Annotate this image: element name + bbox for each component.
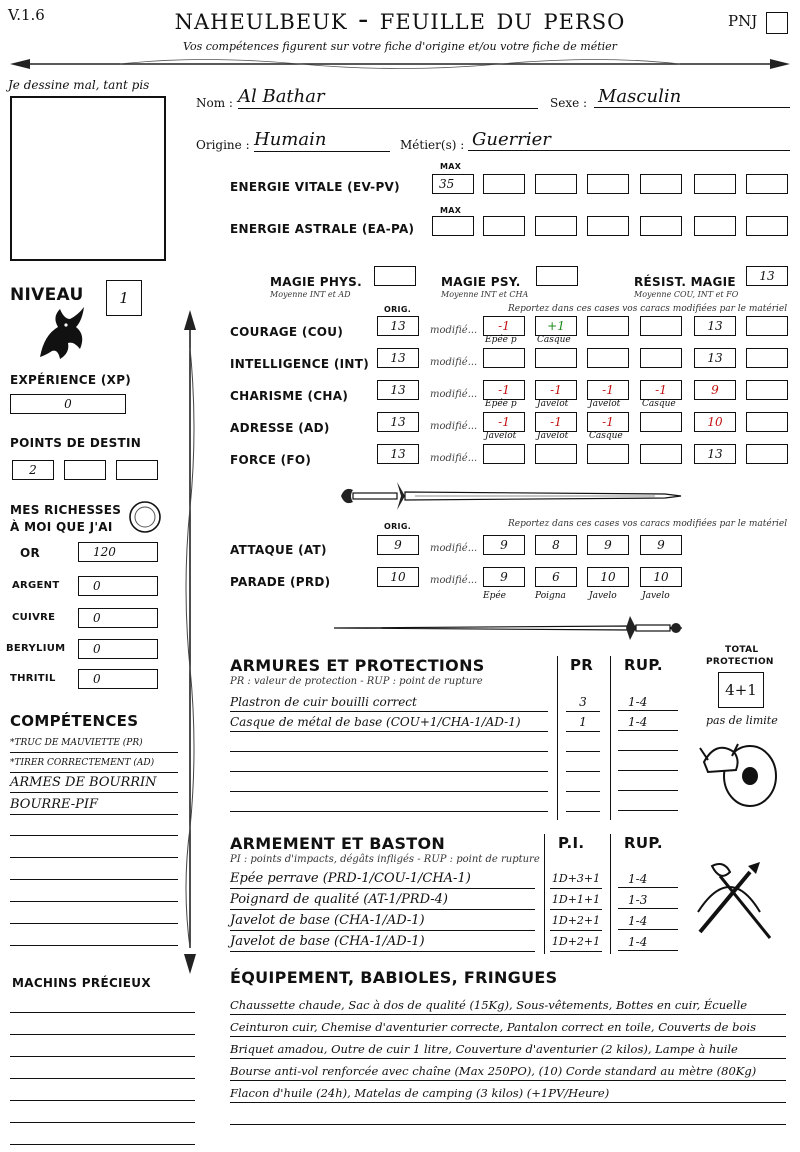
combat-mod-cell[interactable]: 6 <box>535 567 577 587</box>
armure-pr[interactable] <box>566 773 600 792</box>
stat-mod-cell[interactable] <box>640 316 682 336</box>
combat-mod-cell[interactable]: 9 <box>483 567 525 587</box>
competence-line-3[interactable]: ARMES DE BOURRIN <box>10 774 178 793</box>
stat-mod-note: Casque <box>642 399 676 409</box>
stat-mod-note: Javelot <box>589 399 621 409</box>
combat-label: ATTAQUE (AT) <box>230 543 327 557</box>
arme-pi[interactable]: 1D+3+1 <box>550 870 602 889</box>
stat-mod-note: Javelot <box>537 431 569 441</box>
stat-orig-value[interactable]: 13 <box>377 348 419 368</box>
machins-line-1[interactable] <box>10 1012 195 1013</box>
stat-label: CHARISME (CHA) <box>230 389 349 403</box>
armure-name[interactable]: Plastron de cuir bouilli correct <box>230 693 548 712</box>
combat-mod-cell[interactable]: 9 <box>587 535 629 555</box>
origine-field[interactable]: Humain <box>254 129 390 152</box>
armure-pr[interactable] <box>566 733 600 752</box>
stat-orig-value[interactable]: 13 <box>377 380 419 400</box>
ev-label: ENERGIE VITALE (EV-PV) <box>230 180 400 194</box>
metier-field[interactable]: Guerrier <box>468 129 790 151</box>
stat-mod-cell[interactable] <box>746 412 788 432</box>
stat-orig-value[interactable]: 13 <box>377 412 419 432</box>
armure-name[interactable] <box>230 753 548 772</box>
stat-mod-cell[interactable] <box>640 412 682 432</box>
armures-divider-1 <box>557 656 558 820</box>
weapons-icon <box>690 852 780 942</box>
modifie-label: modifié... <box>430 453 478 464</box>
arme-rup[interactable]: 1-4 <box>618 870 678 888</box>
weapon-note-4: Javelo <box>642 591 670 601</box>
armure-name[interactable] <box>230 773 548 792</box>
armure-rup[interactable] <box>618 773 678 791</box>
ev-cell-5[interactable] <box>694 174 736 194</box>
ev-cell-3[interactable] <box>587 174 629 194</box>
competence-line-6[interactable] <box>10 857 178 858</box>
richesses-label-1: MES RICHESSES <box>10 503 122 517</box>
machins-line-3[interactable] <box>10 1056 195 1057</box>
xp-label: EXPÉRIENCE (XP) <box>10 373 132 387</box>
stat-mod-cell[interactable] <box>746 316 788 336</box>
argent-value[interactable]: 0 <box>78 576 158 596</box>
competence-line-7[interactable] <box>10 879 178 880</box>
stat-mod-cell[interactable] <box>535 444 577 464</box>
stat-mod-cell[interactable] <box>746 348 788 368</box>
origine-label: Origine : <box>196 138 250 152</box>
stat-mod-note: Javelot <box>537 399 569 409</box>
magie-psy-value[interactable] <box>536 266 578 286</box>
richesses-label-2: À MOI QUE J'AI <box>10 520 113 534</box>
stat-mod-cell[interactable]: 13 <box>694 444 736 464</box>
stat-mod-cell[interactable]: -1 <box>640 380 682 400</box>
combat-orig-value[interactable]: 10 <box>377 567 419 587</box>
arme-rup[interactable]: 1-4 <box>618 912 678 930</box>
stat-mod-cell[interactable] <box>587 444 629 464</box>
competences-label: COMPÉTENCES <box>10 712 139 730</box>
sword-ornament-1 <box>335 478 685 514</box>
machins-line-5[interactable] <box>10 1100 195 1101</box>
magie-psy-label: MAGIE PSY. <box>441 275 521 289</box>
armement-divider-2 <box>610 834 611 954</box>
metier-label: Métier(s) : <box>400 138 465 152</box>
or-value[interactable]: 120 <box>78 542 158 562</box>
niveau-label: NIVEAU <box>10 285 84 305</box>
berylium-label: BERYLIUM <box>6 643 66 654</box>
machins-line-2[interactable] <box>10 1034 195 1035</box>
equipement-line[interactable] <box>230 1106 786 1125</box>
ea-cell-5[interactable] <box>694 216 736 236</box>
machins-line-4[interactable] <box>10 1078 195 1079</box>
armure-name[interactable] <box>230 733 548 752</box>
stat-mod-cell[interactable]: -1 <box>483 316 525 336</box>
sword-ornament-2 <box>330 612 690 644</box>
stat-mod-cell[interactable] <box>640 348 682 368</box>
sheet-subtitle: Vos compétences figurent sur votre fiche d'origine et/ou votre fiche de métier <box>183 40 617 53</box>
stat-mod-cell[interactable] <box>587 316 629 336</box>
armures-title: ARMURES ET PROTECTIONS <box>230 656 485 675</box>
cuivre-label: CUIVRE <box>12 612 56 623</box>
ev-cell-6[interactable] <box>746 174 788 194</box>
magie-psy-note: Moyenne INT et CHA <box>441 290 529 299</box>
armement-col-rup: RUP. <box>624 834 663 852</box>
total-protection-value[interactable]: 4+1 <box>718 672 764 708</box>
stat-mod-cell[interactable]: 13 <box>694 316 736 336</box>
combat-orig-value[interactable]: 9 <box>377 535 419 555</box>
destin-box-3[interactable] <box>116 460 158 480</box>
armures-col-pr: PR <box>570 656 594 674</box>
sheet-title: naheulbeuk - feuille du perso <box>174 2 626 37</box>
total-protection-label-2: PROTECTION <box>706 657 774 667</box>
modifie-label: modifié... <box>430 357 478 368</box>
equipement-line[interactable]: Chaussette chaude, Sac à dos de qualité (15Kg), Sous-vêtements, Bottes en cuir, Écuelle <box>230 996 786 1015</box>
equipement-line[interactable]: Ceinturon cuir, Chemise d'aventurier correcte, Pantalon correct en toile, Couverts de bois <box>230 1018 786 1037</box>
combat-mod-cell[interactable]: 9 <box>483 535 525 555</box>
competence-line-4[interactable]: BOURRE-PIF <box>10 796 178 815</box>
armement-note: PI : points d'impacts, dégâts infligés - RUP : point de rupture <box>230 854 540 865</box>
pas-de-limite-note: pas de limite <box>706 714 778 727</box>
armure-name[interactable] <box>230 793 548 812</box>
modifie-label: modifié... <box>430 575 478 586</box>
header-spear-ornament <box>0 55 800 73</box>
stat-mod-note: Epée p <box>485 399 517 409</box>
combat-label: PARADE (PRD) <box>230 575 331 589</box>
ev-cell-4[interactable] <box>640 174 682 194</box>
arme-name[interactable]: Poignard de qualité (AT-1/PRD-4) <box>230 891 535 910</box>
armure-pr[interactable]: 3 <box>566 693 600 712</box>
armure-rup[interactable] <box>618 793 678 811</box>
competence-line-8[interactable] <box>10 901 178 902</box>
destin-box-1[interactable]: 2 <box>12 460 54 480</box>
portrait-frame[interactable] <box>10 96 166 261</box>
stat-mod-cell[interactable]: -1 <box>535 380 577 400</box>
stat-mod-note: Casque <box>589 431 623 441</box>
ea-max-value[interactable] <box>432 216 474 236</box>
stat-label: ADRESSE (AD) <box>230 421 330 435</box>
sexe-label: Sexe : <box>550 96 588 110</box>
armures-divider-2 <box>610 656 611 820</box>
stat-mod-cell[interactable] <box>483 444 525 464</box>
modifie-label: modifié... <box>430 325 478 336</box>
niveau-value[interactable]: 1 <box>106 280 142 316</box>
ea-cell-2[interactable] <box>535 216 577 236</box>
dragon-icon <box>30 305 90 363</box>
ev-cell-2[interactable] <box>535 174 577 194</box>
stat-label: COURAGE (COU) <box>230 325 344 339</box>
combat-mod-cell[interactable]: 9 <box>640 535 682 555</box>
total-protection-label-1: TOTAL <box>725 645 759 655</box>
armures-col-rup: RUP. <box>624 656 663 674</box>
argent-label: ARGENT <box>12 580 60 591</box>
stat-mod-cell[interactable] <box>483 348 525 368</box>
stat-label: FORCE (FO) <box>230 453 312 467</box>
version-label: V.1.6 <box>8 6 45 24</box>
stats-note: Reportez dans ces cases vos caracs modifiées par le matériel <box>508 304 788 314</box>
modifie-label: modifié... <box>430 389 478 400</box>
machins-label: MACHINS PRÉCIEUX <box>12 976 151 990</box>
or-label: OR <box>20 546 41 560</box>
competence-line-5[interactable] <box>10 835 178 836</box>
sexe-field[interactable]: Masculin <box>594 86 790 108</box>
stat-mod-note: Javelot <box>485 431 517 441</box>
armure-pr[interactable] <box>566 793 600 812</box>
ev-max-value[interactable]: 35 <box>432 174 474 194</box>
magie-phys-value[interactable] <box>374 266 416 286</box>
stat-mod-cell[interactable]: -1 <box>587 412 629 432</box>
combat-note: Reportez dans ces cases vos caracs modifiées par le matériel <box>508 519 788 529</box>
combat-orig-label: ORIG. <box>384 522 412 531</box>
stat-orig-value[interactable]: 13 <box>377 444 419 464</box>
nom-field[interactable]: Al Bathar <box>238 86 538 109</box>
stat-mod-cell[interactable]: 9 <box>694 380 736 400</box>
armure-rup[interactable] <box>618 733 678 751</box>
competence-line-10[interactable] <box>10 945 178 946</box>
competence-line-2[interactable]: *TIRER CORRECTEMENT (AD) <box>10 754 178 773</box>
berylium-value[interactable]: 0 <box>78 639 158 659</box>
machins-line-6[interactable] <box>10 1122 195 1123</box>
ea-max-label: MAX <box>440 206 462 215</box>
competence-line-1[interactable]: *TRUC DE MAUVIETTE (PR) <box>10 734 178 753</box>
armure-rup[interactable] <box>618 753 678 771</box>
armure-name[interactable]: Casque de métal de base (COU+1/CHA-1/AD-1) <box>230 713 548 732</box>
destin-label: POINTS DE DESTIN <box>10 436 142 450</box>
stat-mod-cell[interactable]: +1 <box>535 316 577 336</box>
ev-cell-1[interactable] <box>483 174 525 194</box>
resist-magie-value[interactable]: 13 <box>746 266 788 286</box>
stat-orig-value[interactable]: 13 <box>377 316 419 336</box>
armures-note: PR : valeur de protection - RUP : point de rupture <box>230 676 483 687</box>
weapon-note-2: Poigna <box>535 591 566 601</box>
equipement-line[interactable]: Briquet amadou, Outre de cuir 1 litre, Couverture d'aventurier (2 kilos), Lampe à huile <box>230 1040 786 1059</box>
arme-rup[interactable]: 1-3 <box>618 891 678 909</box>
arme-name[interactable]: Epée perrave (PRD-1/COU-1/CHA-1) <box>230 870 535 889</box>
competence-line-9[interactable] <box>10 923 178 924</box>
arme-name[interactable]: Javelot de base (CHA-1/AD-1) <box>230 933 535 952</box>
modifie-label: modifié... <box>430 421 478 432</box>
armure-rup[interactable]: 1-4 <box>618 693 678 711</box>
stat-mod-note: Casque <box>537 335 571 345</box>
ea-cell-6[interactable] <box>746 216 788 236</box>
stat-mod-cell[interactable] <box>746 380 788 400</box>
armure-rup[interactable]: 1-4 <box>618 713 678 731</box>
machins-line-7[interactable] <box>10 1144 195 1145</box>
modifie-label: modifié... <box>430 543 478 554</box>
resist-magie-note: Moyenne COU, INT et FO <box>634 290 739 299</box>
magie-phys-label: MAGIE PHYS. <box>270 275 362 289</box>
thritil-label: THRITIL <box>10 673 56 684</box>
cuivre-value[interactable]: 0 <box>78 608 158 628</box>
combat-mod-cell[interactable]: 10 <box>587 567 629 587</box>
ea-cell-4[interactable] <box>640 216 682 236</box>
equipement-title: ÉQUIPEMENT, BABIOLES, FRINGUES <box>230 968 558 987</box>
ea-cell-3[interactable] <box>587 216 629 236</box>
pnj-label: PNJ <box>728 12 758 30</box>
weapon-note-1: Epée <box>483 591 506 601</box>
magie-phys-note: Moyenne INT et AD <box>270 290 351 299</box>
armement-col-pi: P.I. <box>558 834 585 852</box>
equipement-line[interactable]: Flacon d'huile (24h), Matelas de camping (3 kilos) (+1PV/Heure) <box>230 1084 786 1103</box>
equipement-line[interactable]: Bourse anti-vol renforcée avec chaîne (Max 250PO), (10) Corde standard au mètre (80Kg) <box>230 1062 786 1081</box>
resist-magie-label: RÉSIST. MAGIE <box>634 275 736 289</box>
thritil-value[interactable]: 0 <box>78 669 158 689</box>
coin-icon <box>128 500 162 534</box>
stat-mod-cell[interactable]: 10 <box>694 412 736 432</box>
combat-mod-cell[interactable]: 8 <box>535 535 577 555</box>
ea-cell-1[interactable] <box>483 216 525 236</box>
armement-divider-1 <box>544 834 545 954</box>
ev-max-label: MAX <box>440 162 462 171</box>
armure-pr[interactable]: 1 <box>566 713 600 732</box>
vertical-spear-ornament <box>180 308 200 976</box>
arme-rup[interactable]: 1-4 <box>618 933 678 951</box>
pnj-checkbox[interactable] <box>766 12 788 34</box>
stat-mod-cell[interactable] <box>746 444 788 464</box>
arme-pi[interactable]: 1D+1+1 <box>550 891 602 910</box>
stats-orig-label: ORIG. <box>384 305 412 314</box>
stat-mod-cell[interactable]: 13 <box>694 348 736 368</box>
armure-pr[interactable] <box>566 753 600 772</box>
ea-label: ENERGIE ASTRALE (EA-PA) <box>230 222 415 236</box>
stat-mod-cell[interactable]: -1 <box>483 412 525 432</box>
stat-mod-cell[interactable] <box>587 348 629 368</box>
nom-label: Nom : <box>196 96 233 110</box>
xp-value[interactable]: 0 <box>10 394 126 414</box>
portrait-caption: Je dessine mal, tant pis <box>8 78 150 92</box>
arme-name[interactable]: Javelot de base (CHA-1/AD-1) <box>230 912 535 931</box>
destin-box-2[interactable] <box>64 460 106 480</box>
stat-mod-cell[interactable] <box>535 348 577 368</box>
arme-pi[interactable]: 1D+2+1 <box>550 933 602 952</box>
stat-mod-cell[interactable]: -1 <box>587 380 629 400</box>
armement-title: ARMEMENT ET BASTON <box>230 834 446 853</box>
stat-mod-note: Epée p <box>485 335 517 345</box>
arme-pi[interactable]: 1D+2+1 <box>550 912 602 931</box>
weapon-note-3: Javelo <box>589 591 617 601</box>
helmet-shield-icon <box>696 730 780 812</box>
stat-mod-cell[interactable] <box>640 444 682 464</box>
stat-mod-cell[interactable]: -1 <box>535 412 577 432</box>
stat-mod-cell[interactable]: -1 <box>483 380 525 400</box>
stat-label: INTELLIGENCE (INT) <box>230 357 369 371</box>
combat-mod-cell[interactable]: 10 <box>640 567 682 587</box>
